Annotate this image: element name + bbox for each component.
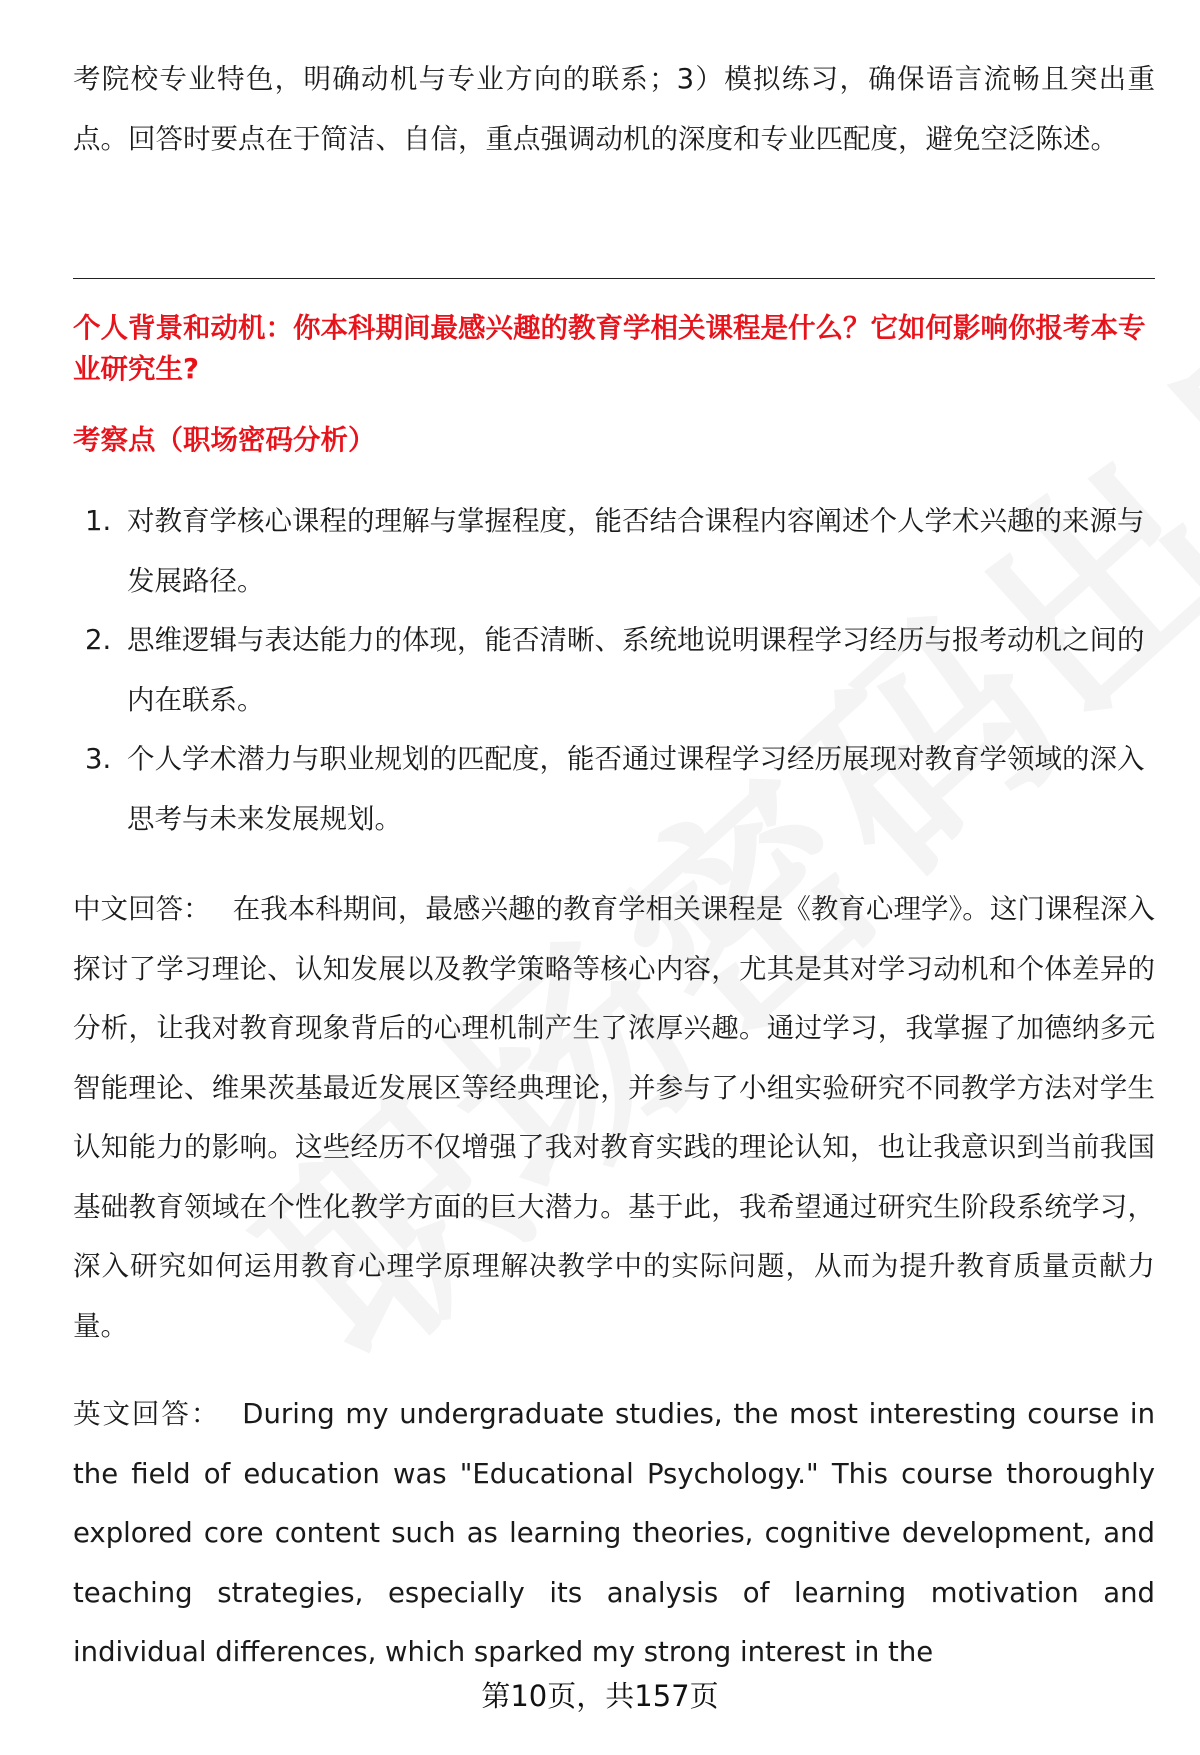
english-answer-text: During my undergraduate studies, the most interesting course in the field of education was "Educational Psychology." This course thoroughly explored core content such as learning theories, cognitive development, and teaching strategies, especially its analysis of learning motivation and individual differences, which sparked my strong interest in the [73, 1398, 1156, 1668]
english-answer-label: 英文回答： [73, 1398, 221, 1430]
list-item-number: 1. [85, 505, 112, 537]
list-item [73, 611, 1155, 730]
list-item [73, 492, 1155, 611]
chinese-answer [73, 880, 1155, 1356]
list-item [73, 730, 1155, 849]
list-item-text: 个人学术潜力与职业规划的匹配度，能否通过课程学习经历展现对教育学领域的深入思考与未来发展规划。 [127, 743, 1145, 835]
intro-paragraph: 考院校专业特色，明确动机与专业方向的联系；3）模拟练习，确保语言流畅且突出重点。回答时要点在于简洁、自信，重点强调动机的深度和专业匹配度，避免空泛陈述。 [73, 63, 1155, 155]
analysis-heading: 考察点（职场密码分析） [73, 424, 376, 456]
list-item-number: 3. [85, 743, 112, 775]
english-answer [73, 1385, 1155, 1683]
list-item-number: 2. [85, 624, 112, 656]
page-number-footer: 第10页，共157页 [481, 1679, 719, 1713]
section-divider [73, 278, 1155, 279]
analysis-points-list [73, 492, 1155, 849]
list-item-text: 思维逻辑与表达能力的体现，能否清晰、系统地说明课程学习经历与报考动机之间的内在联系。 [127, 624, 1145, 716]
chinese-answer-label: 中文回答： [73, 893, 211, 925]
question-heading: 个人背景和动机：你本科期间最感兴趣的教育学相关课程是什么？它如何影响你报考本专业研究生? [73, 312, 1146, 385]
list-item-text: 对教育学核心课程的理解与掌握程度，能否结合课程内容阐述个人学术兴趣的来源与发展路径。 [127, 505, 1145, 597]
chinese-answer-text: 在我本科期间，最感兴趣的教育学相关课程是《教育心理学》。这门课程深入探讨了学习理论、认知发展以及教学策略等核心内容，尤其是其对学习动机和个体差异的分析，让我对教育现象背后的心理机制产生了浓厚兴趣。通过学习，我掌握了加德纳多元智能理论、维果茨基最近发展区等经典理论，并参与了小组实验研究不同教学方法对学生认知能力的影响。这些经历不仅增强了我对教育实践的理论认知，也让我意识到当前我国基础教育领域在个性化教学方面的巨大潜力。基于此，我希望通过研究生阶段系统学习，深入研究如何运用教育心理学原理解决教学中的实际问题，从而为提升教育质量贡献力量。 [73, 893, 1156, 1342]
